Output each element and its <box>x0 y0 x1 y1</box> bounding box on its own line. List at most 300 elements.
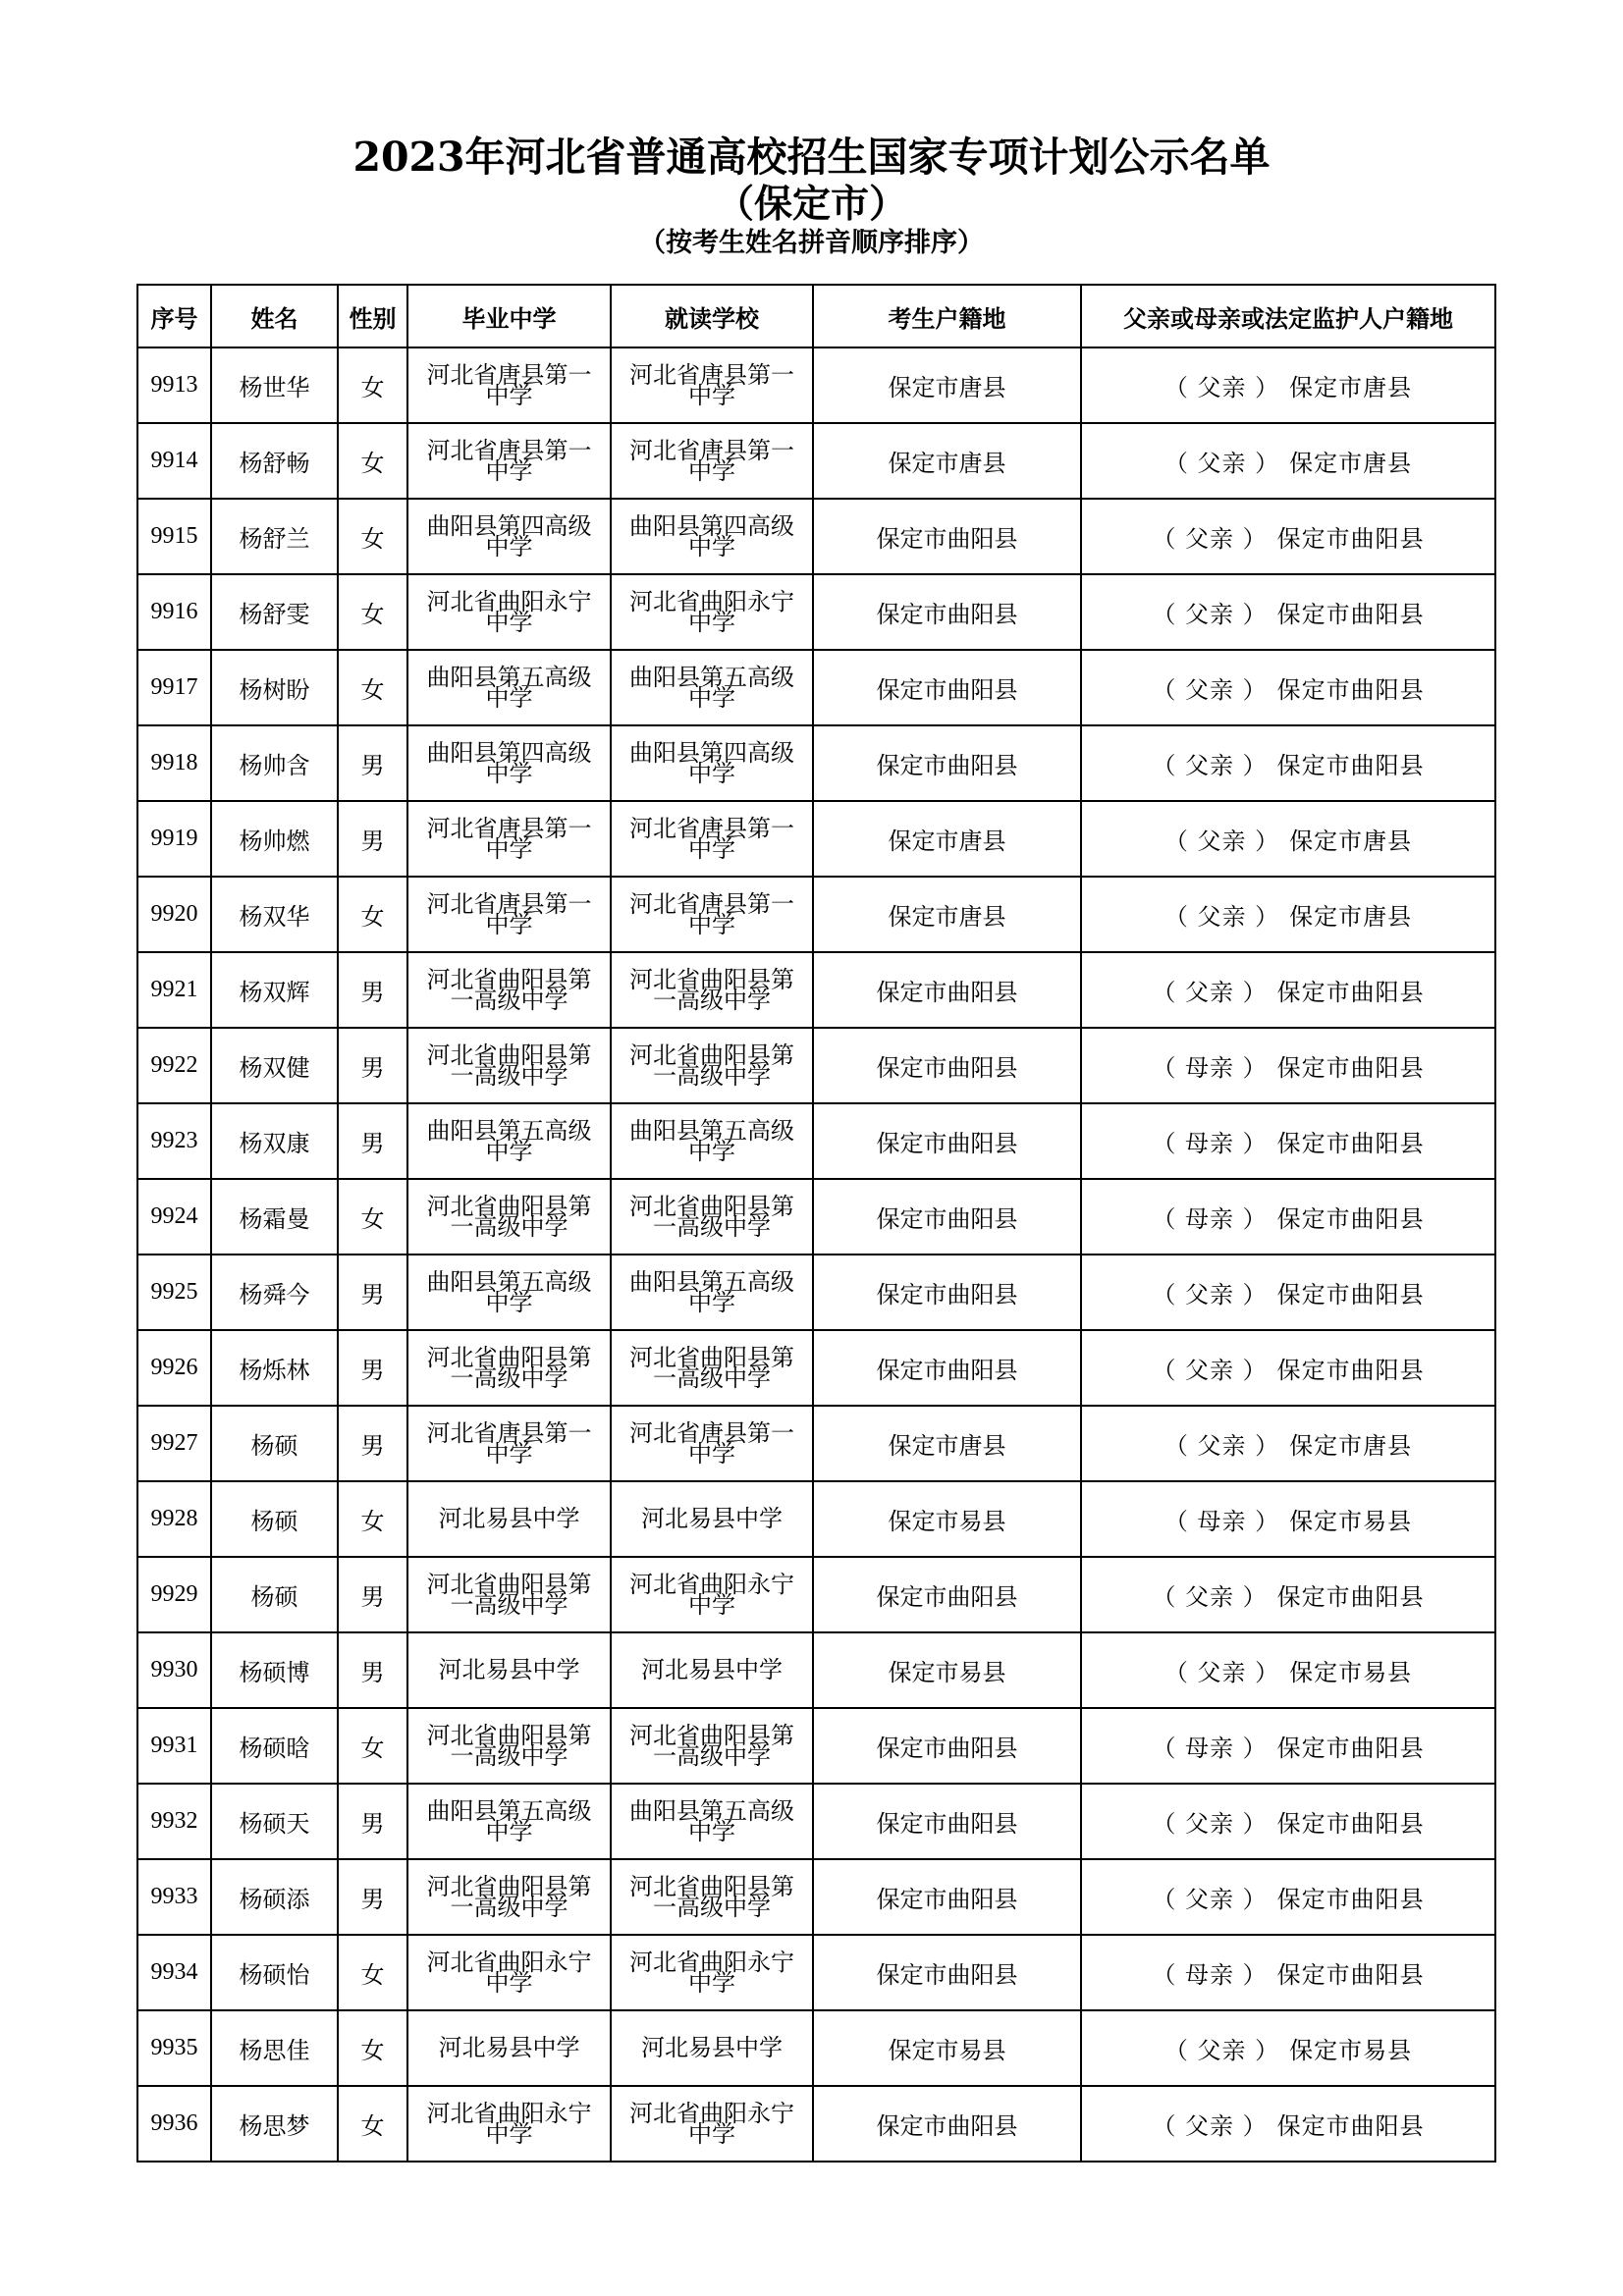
school-line-2: 中学 <box>485 2119 533 2148</box>
cell-seq: 9923 <box>137 1103 211 1179</box>
guardian-relation: （ 父亲 ） <box>1152 979 1268 1006</box>
guardian-place: 保定市曲阳县 <box>1276 1281 1425 1308</box>
school-line-1: 曲阳县第五高级 <box>426 663 592 691</box>
cell-current-school <box>611 952 813 1028</box>
cell-seq: 9919 <box>137 801 211 877</box>
cell-gender: 女 <box>338 574 407 650</box>
cell-guardian-hukou <box>1081 801 1495 877</box>
school-line-2: 中学 <box>688 1590 735 1619</box>
school-line-1: 河北易县中学 <box>641 1505 783 1532</box>
cell-graduation-school <box>407 347 611 423</box>
cell-graduation-school <box>407 650 611 725</box>
guardian-place: 保定市曲阳县 <box>1276 1961 1425 1989</box>
school-line-2: 一高级中学 <box>450 1893 568 1921</box>
cell-student-hukou: 保定市曲阳县 <box>813 1557 1081 1632</box>
cell-gender: 男 <box>338 1406 407 1481</box>
school-line-1: 曲阳县第四高级 <box>629 738 794 767</box>
cell-graduation-school <box>407 725 611 801</box>
cell-guardian-hukou <box>1081 2010 1495 2086</box>
cell-graduation-school <box>407 1557 611 1632</box>
cell-graduation-school <box>407 2010 611 2086</box>
col-header-current-school: 就读学校 <box>611 285 813 347</box>
cell-current-school <box>611 1708 813 1784</box>
table-row <box>137 1708 1495 1784</box>
school-line-1: 曲阳县第五高级 <box>629 1267 794 1296</box>
cell-student-hukou: 保定市唐县 <box>813 347 1081 423</box>
cell-gender: 男 <box>338 1255 407 1330</box>
cell-seq: 9932 <box>137 1784 211 1859</box>
school-line-1: 曲阳县第五高级 <box>426 1116 592 1145</box>
cell-seq: 9915 <box>137 499 211 574</box>
cell-name: 杨世华 <box>211 347 338 423</box>
cell-current-school <box>611 877 813 952</box>
guardian-relation: （ 母亲 ） <box>1152 1961 1268 1989</box>
col-header-seq: 序号 <box>137 285 211 347</box>
school-line-1: 河北易县中学 <box>438 1505 580 1532</box>
cell-guardian-hukou <box>1081 1632 1495 1708</box>
school-line-2: 一高级中学 <box>653 1061 771 1090</box>
guardian-place: 保定市曲阳县 <box>1276 1357 1425 1384</box>
school-line-2: 中学 <box>485 1137 533 1165</box>
cell-current-school <box>611 499 813 574</box>
school-line-2: 中学 <box>485 1817 533 1845</box>
guardian-place: 保定市唐县 <box>1289 828 1413 855</box>
school-line-1: 河北省曲阳永宁 <box>629 1570 794 1598</box>
cell-student-hukou: 保定市曲阳县 <box>813 1784 1081 1859</box>
school-line-2: 一高级中学 <box>450 986 568 1014</box>
cell-seq: 9930 <box>137 1632 211 1708</box>
cell-student-hukou: 保定市曲阳县 <box>813 1708 1081 1784</box>
cell-name: 杨帅含 <box>211 725 338 801</box>
cell-current-school <box>611 574 813 650</box>
guardian-relation: （ 母亲 ） <box>1152 1735 1268 1762</box>
school-line-1: 曲阳县第五高级 <box>629 663 794 691</box>
cell-student-hukou: 保定市曲阳县 <box>813 574 1081 650</box>
cell-current-school <box>611 1784 813 1859</box>
school-line-1: 河北省唐县第一 <box>629 889 794 918</box>
guardian-relation: （ 父亲 ） <box>1152 1886 1268 1913</box>
school-line-2: 一高级中学 <box>653 1893 771 1921</box>
cell-name: 杨双华 <box>211 877 338 952</box>
cell-gender: 男 <box>338 1557 407 1632</box>
cell-guardian-hukou <box>1081 1784 1495 1859</box>
cell-seq: 9918 <box>137 725 211 801</box>
guardian-relation: （ 父亲 ） <box>1152 676 1268 704</box>
cell-name: 杨舜今 <box>211 1255 338 1330</box>
cell-guardian-hukou <box>1081 725 1495 801</box>
cell-seq: 9913 <box>137 347 211 423</box>
cell-current-school <box>611 1557 813 1632</box>
cell-current-school <box>611 2086 813 2162</box>
cell-guardian-hukou <box>1081 347 1495 423</box>
col-header-name: 姓名 <box>211 285 338 347</box>
school-line-2: 中学 <box>688 2119 735 2148</box>
guardian-place: 保定市易县 <box>1289 1659 1413 1686</box>
school-line-2: 一高级中学 <box>450 1363 568 1392</box>
cell-guardian-hukou <box>1081 877 1495 952</box>
cell-gender: 女 <box>338 423 407 499</box>
school-line-1: 河北省曲阳县第 <box>426 1192 592 1220</box>
cell-name: 杨树盼 <box>211 650 338 725</box>
cell-graduation-school <box>407 1859 611 1935</box>
cell-seq: 9924 <box>137 1179 211 1255</box>
guardian-place: 保定市唐县 <box>1289 450 1413 477</box>
guardian-relation: （ 父亲 ） <box>1163 2037 1280 2064</box>
guardian-place: 保定市曲阳县 <box>1276 979 1425 1006</box>
cell-guardian-hukou <box>1081 2086 1495 2162</box>
cell-guardian-hukou <box>1081 1557 1495 1632</box>
guardian-relation: （ 父亲 ） <box>1152 1583 1268 1611</box>
cell-name: 杨双辉 <box>211 952 338 1028</box>
guardian-relation: （ 母亲 ） <box>1152 1205 1268 1233</box>
guardian-relation: （ 父亲 ） <box>1163 374 1280 401</box>
school-line-1: 河北省唐县第一 <box>426 360 592 389</box>
school-line-2: 中学 <box>485 532 533 561</box>
table-row <box>137 1028 1495 1103</box>
guardian-relation: （ 父亲 ） <box>1152 752 1268 779</box>
school-line-2: 中学 <box>688 381 735 409</box>
school-line-2: 中学 <box>688 834 735 863</box>
table-row <box>137 2010 1495 2086</box>
school-line-1: 河北省曲阳县第 <box>426 1570 592 1598</box>
cell-seq: 9936 <box>137 2086 211 2162</box>
cell-student-hukou: 保定市易县 <box>813 2010 1081 2086</box>
school-line-1: 河北省曲阳县第 <box>629 965 794 993</box>
school-line-1: 河北省曲阳县第 <box>426 1343 592 1371</box>
table-row <box>137 2086 1495 2162</box>
cell-student-hukou: 保定市曲阳县 <box>813 650 1081 725</box>
cell-seq: 9920 <box>137 877 211 952</box>
cell-current-school <box>611 1406 813 1481</box>
cell-current-school <box>611 1632 813 1708</box>
cell-graduation-school <box>407 1103 611 1179</box>
cell-student-hukou: 保定市唐县 <box>813 801 1081 877</box>
school-line-1: 河北省唐县第一 <box>629 436 794 464</box>
cell-current-school <box>611 347 813 423</box>
guardian-relation: （ 父亲 ） <box>1152 2112 1268 2140</box>
school-line-1: 河北省曲阳永宁 <box>629 2099 794 2127</box>
school-line-2: 中学 <box>688 1137 735 1165</box>
table-row <box>137 1557 1495 1632</box>
guardian-place: 保定市曲阳县 <box>1276 1205 1425 1233</box>
school-line-1: 河北省唐县第一 <box>426 814 592 842</box>
cell-student-hukou: 保定市易县 <box>813 1481 1081 1557</box>
cell-guardian-hukou <box>1081 1179 1495 1255</box>
cell-name: 杨帅燃 <box>211 801 338 877</box>
table-row <box>137 801 1495 877</box>
table-body <box>137 347 1495 2162</box>
cell-name: 杨硕 <box>211 1481 338 1557</box>
cell-guardian-hukou <box>1081 499 1495 574</box>
school-line-2: 一高级中学 <box>450 1590 568 1619</box>
cell-current-school <box>611 423 813 499</box>
school-line-2: 中学 <box>485 1288 533 1316</box>
school-line-1: 曲阳县第五高级 <box>629 1116 794 1145</box>
cell-seq: 9926 <box>137 1330 211 1406</box>
cell-current-school <box>611 1481 813 1557</box>
cell-graduation-school <box>407 574 611 650</box>
guardian-place: 保定市曲阳县 <box>1276 1886 1425 1913</box>
guardian-relation: （ 父亲 ） <box>1163 1659 1280 1686</box>
school-line-1: 河北省曲阳永宁 <box>426 587 592 615</box>
guardian-relation: （ 父亲 ） <box>1163 903 1280 931</box>
cell-current-school <box>611 650 813 725</box>
school-line-2: 中学 <box>485 910 533 938</box>
cell-graduation-school <box>407 2086 611 2162</box>
cell-current-school <box>611 1179 813 1255</box>
guardian-place: 保定市曲阳县 <box>1276 1583 1425 1611</box>
school-line-1: 河北省曲阳县第 <box>629 1192 794 1220</box>
school-line-1: 曲阳县第四高级 <box>426 511 592 540</box>
school-line-2: 中学 <box>485 381 533 409</box>
guardian-place: 保定市曲阳县 <box>1276 525 1425 553</box>
school-line-1: 河北省曲阳永宁 <box>426 1948 592 1976</box>
cell-guardian-hukou <box>1081 1708 1495 1784</box>
cell-graduation-school <box>407 1255 611 1330</box>
cell-current-school <box>611 1028 813 1103</box>
cell-graduation-school <box>407 1632 611 1708</box>
school-line-2: 中学 <box>485 1439 533 1468</box>
guardian-relation: （ 父亲 ） <box>1163 1432 1280 1460</box>
cell-gender: 女 <box>338 2086 407 2162</box>
cell-gender: 男 <box>338 1632 407 1708</box>
cell-gender: 女 <box>338 650 407 725</box>
cell-student-hukou: 保定市曲阳县 <box>813 1255 1081 1330</box>
school-line-1: 河北省曲阳县第 <box>629 1343 794 1371</box>
cell-name: 杨双健 <box>211 1028 338 1103</box>
guardian-relation: （ 父亲 ） <box>1152 525 1268 553</box>
school-line-1: 河北省曲阳县第 <box>629 1041 794 1069</box>
cell-graduation-school <box>407 1481 611 1557</box>
table-row <box>137 1406 1495 1481</box>
cell-student-hukou: 保定市曲阳县 <box>813 2086 1081 2162</box>
guardian-place: 保定市曲阳县 <box>1276 1130 1425 1157</box>
school-line-2: 中学 <box>485 759 533 787</box>
cell-seq: 9929 <box>137 1557 211 1632</box>
guardian-place: 保定市曲阳县 <box>1276 2112 1425 2140</box>
cell-seq: 9927 <box>137 1406 211 1481</box>
cell-current-school <box>611 801 813 877</box>
cell-student-hukou: 保定市曲阳县 <box>813 1859 1081 1935</box>
school-line-2: 中学 <box>688 608 735 636</box>
cell-gender: 男 <box>338 952 407 1028</box>
cell-gender: 男 <box>338 1028 407 1103</box>
school-line-2: 中学 <box>688 759 735 787</box>
cell-name: 杨思梦 <box>211 2086 338 2162</box>
school-line-2: 中学 <box>485 456 533 485</box>
table-row <box>137 1103 1495 1179</box>
cell-gender: 女 <box>338 1481 407 1557</box>
school-line-2: 一高级中学 <box>450 1741 568 1770</box>
guardian-place: 保定市易县 <box>1289 1508 1413 1535</box>
guardian-place: 保定市唐县 <box>1289 374 1413 401</box>
school-line-1: 河北省唐县第一 <box>629 1418 794 1447</box>
cell-guardian-hukou <box>1081 1481 1495 1557</box>
table-row <box>137 952 1495 1028</box>
table-row <box>137 574 1495 650</box>
school-line-1: 河北省曲阳县第 <box>629 1721 794 1749</box>
guardian-place: 保定市曲阳县 <box>1276 1054 1425 1082</box>
cell-graduation-school <box>407 423 611 499</box>
cell-current-school <box>611 1103 813 1179</box>
guardian-relation: （ 母亲 ） <box>1152 1130 1268 1157</box>
cell-current-school <box>611 1255 813 1330</box>
cell-current-school <box>611 725 813 801</box>
cell-seq: 9916 <box>137 574 211 650</box>
cell-seq: 9928 <box>137 1481 211 1557</box>
cell-student-hukou: 保定市曲阳县 <box>813 725 1081 801</box>
cell-current-school <box>611 1859 813 1935</box>
table-row <box>137 1859 1495 1935</box>
school-line-1: 河北易县中学 <box>438 2034 580 2061</box>
school-line-1: 河北易县中学 <box>641 1656 783 1683</box>
cell-gender: 男 <box>338 1103 407 1179</box>
guardian-relation: （ 母亲 ） <box>1163 1508 1280 1535</box>
school-line-1: 河北省曲阳县第 <box>426 1041 592 1069</box>
cell-current-school <box>611 1330 813 1406</box>
guardian-relation: （ 父亲 ） <box>1152 1810 1268 1838</box>
cell-name: 杨硕博 <box>211 1632 338 1708</box>
table-row <box>137 1481 1495 1557</box>
cell-name: 杨硕怡 <box>211 1935 338 2010</box>
cell-seq: 9931 <box>137 1708 211 1784</box>
cell-graduation-school <box>407 877 611 952</box>
cell-graduation-school <box>407 1330 611 1406</box>
table-row <box>137 423 1495 499</box>
school-line-1: 河北省曲阳县第 <box>426 1872 592 1900</box>
cell-current-school <box>611 1935 813 2010</box>
cell-seq: 9925 <box>137 1255 211 1330</box>
cell-seq: 9922 <box>137 1028 211 1103</box>
table-row <box>137 877 1495 952</box>
col-header-gender: 性别 <box>338 285 407 347</box>
cell-student-hukou: 保定市曲阳县 <box>813 1028 1081 1103</box>
cell-gender: 女 <box>338 2010 407 2086</box>
table-row <box>137 1935 1495 2010</box>
cell-name: 杨舒雯 <box>211 574 338 650</box>
cell-seq: 9935 <box>137 2010 211 2086</box>
col-header-graduation-school: 毕业中学 <box>407 285 611 347</box>
school-line-1: 曲阳县第四高级 <box>629 511 794 540</box>
cell-guardian-hukou <box>1081 423 1495 499</box>
cell-student-hukou: 保定市曲阳县 <box>813 499 1081 574</box>
cell-guardian-hukou <box>1081 1028 1495 1103</box>
cell-gender: 女 <box>338 499 407 574</box>
school-line-1: 曲阳县第五高级 <box>426 1267 592 1296</box>
guardian-place: 保定市曲阳县 <box>1276 601 1425 628</box>
cell-guardian-hukou <box>1081 1103 1495 1179</box>
school-line-2: 中学 <box>688 1288 735 1316</box>
cell-guardian-hukou <box>1081 1406 1495 1481</box>
guardian-relation: （ 父亲 ） <box>1152 1357 1268 1384</box>
cell-graduation-school <box>407 801 611 877</box>
cell-graduation-school <box>407 1784 611 1859</box>
cell-student-hukou: 保定市唐县 <box>813 423 1081 499</box>
school-line-1: 河北省曲阳永宁 <box>426 2099 592 2127</box>
cell-graduation-school <box>407 499 611 574</box>
guardian-place: 保定市曲阳县 <box>1276 1735 1425 1762</box>
cell-guardian-hukou <box>1081 650 1495 725</box>
school-line-1: 河北易县中学 <box>438 1656 580 1683</box>
cell-guardian-hukou <box>1081 1859 1495 1935</box>
cell-student-hukou: 保定市曲阳县 <box>813 1103 1081 1179</box>
guardian-place: 保定市曲阳县 <box>1276 1810 1425 1838</box>
school-line-1: 河北省曲阳县第 <box>426 1721 592 1749</box>
school-line-1: 河北省唐县第一 <box>629 814 794 842</box>
school-line-2: 中学 <box>688 456 735 485</box>
cell-guardian-hukou <box>1081 1935 1495 2010</box>
cell-name: 杨硕添 <box>211 1859 338 1935</box>
cell-seq: 9921 <box>137 952 211 1028</box>
page-title: 2023年河北省普通高校招生国家专项计划公示名单 <box>352 133 1271 181</box>
cell-graduation-school <box>407 1028 611 1103</box>
guardian-place: 保定市曲阳县 <box>1276 676 1425 704</box>
school-line-2: 中学 <box>485 834 533 863</box>
school-line-1: 河北省唐县第一 <box>426 1418 592 1447</box>
cell-current-school <box>611 2010 813 2086</box>
school-line-1: 河北省唐县第一 <box>426 436 592 464</box>
school-line-1: 河北省唐县第一 <box>426 889 592 918</box>
cell-student-hukou: 保定市易县 <box>813 1632 1081 1708</box>
school-line-2: 中学 <box>688 532 735 561</box>
school-line-1: 河北易县中学 <box>641 2034 783 2061</box>
school-line-2: 中学 <box>688 1968 735 1997</box>
col-header-guardian-hukou: 父亲或母亲或法定监护人户籍地 <box>1081 285 1495 347</box>
cell-name: 杨霜曼 <box>211 1179 338 1255</box>
guardian-place: 保定市唐县 <box>1289 903 1413 931</box>
guardian-place: 保定市易县 <box>1289 2037 1413 2064</box>
table-row <box>137 347 1495 423</box>
cell-student-hukou: 保定市唐县 <box>813 1406 1081 1481</box>
table-row <box>137 1255 1495 1330</box>
cell-name: 杨思佳 <box>211 2010 338 2086</box>
cell-graduation-school <box>407 1935 611 2010</box>
cell-guardian-hukou <box>1081 1330 1495 1406</box>
cell-graduation-school <box>407 1708 611 1784</box>
cell-guardian-hukou <box>1081 1255 1495 1330</box>
cell-seq: 9917 <box>137 650 211 725</box>
cell-gender: 男 <box>338 1859 407 1935</box>
cell-graduation-school <box>407 952 611 1028</box>
table-row <box>137 499 1495 574</box>
header-row <box>137 285 1495 347</box>
col-header-student-hukou: 考生户籍地 <box>813 285 1081 347</box>
page-subtitle: （保定市） <box>715 182 907 227</box>
cell-name: 杨硕 <box>211 1406 338 1481</box>
cell-seq: 9914 <box>137 423 211 499</box>
school-line-2: 中学 <box>688 683 735 712</box>
school-line-2: 中学 <box>688 910 735 938</box>
cell-graduation-school <box>407 1179 611 1255</box>
school-line-2: 一高级中学 <box>653 986 771 1014</box>
roster-table <box>136 284 1496 2163</box>
cell-graduation-school <box>407 1406 611 1481</box>
cell-seq: 9934 <box>137 1935 211 2010</box>
table-row <box>137 725 1495 801</box>
sort-note: （按考生姓名拼音顺序排序） <box>639 228 984 258</box>
school-line-1: 曲阳县第五高级 <box>426 1796 592 1825</box>
school-line-2: 一高级中学 <box>653 1212 771 1241</box>
cell-name: 杨硕晗 <box>211 1708 338 1784</box>
school-line-1: 河北省曲阳永宁 <box>629 1948 794 1976</box>
school-line-2: 一高级中学 <box>653 1741 771 1770</box>
table-row <box>137 1330 1495 1406</box>
guardian-relation: （ 父亲 ） <box>1152 1281 1268 1308</box>
school-line-2: 一高级中学 <box>450 1212 568 1241</box>
cell-gender: 男 <box>338 725 407 801</box>
school-line-2: 中学 <box>485 683 533 712</box>
school-line-1: 河北省曲阳县第 <box>426 965 592 993</box>
